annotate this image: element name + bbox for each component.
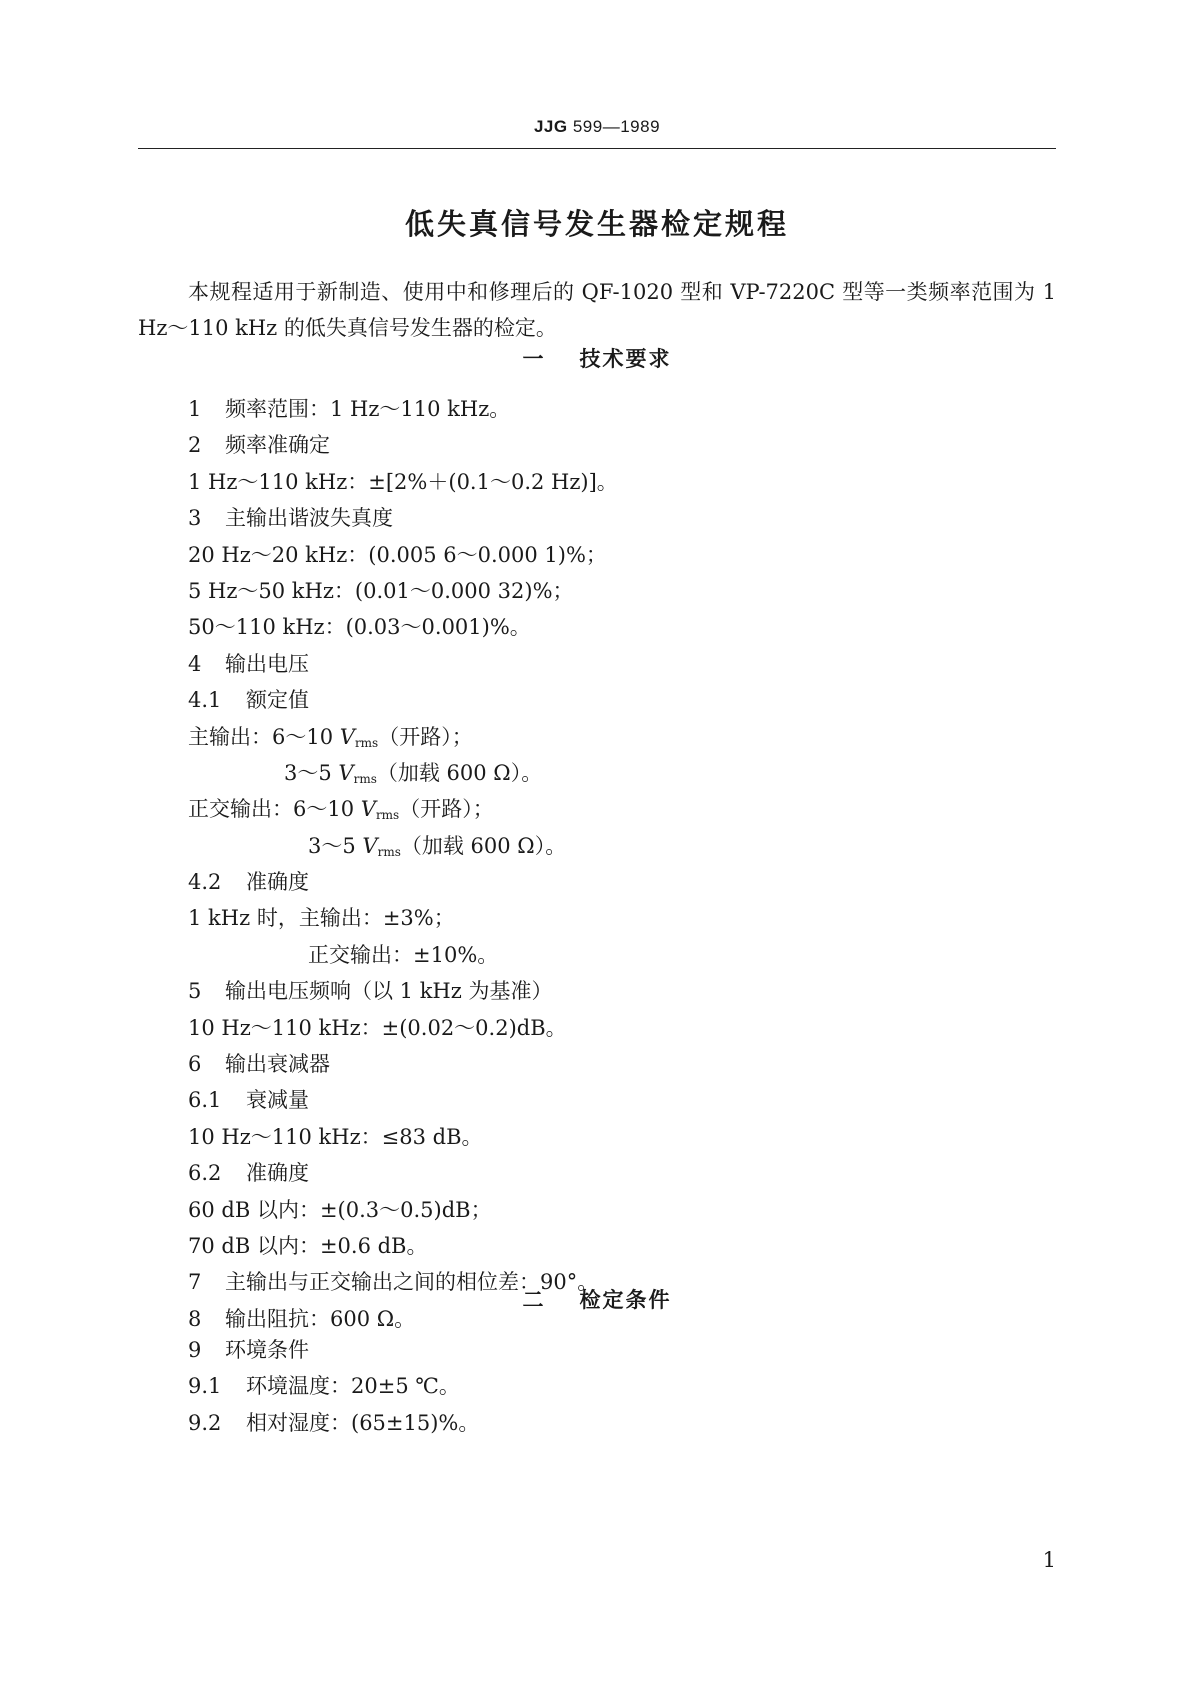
voltage-subscript: rms xyxy=(353,771,377,786)
clause-line xyxy=(188,1155,1056,1191)
clause-line xyxy=(188,864,1056,900)
clause-line xyxy=(188,1010,1056,1046)
clause-number: 6.1 xyxy=(188,1088,222,1113)
clause-text: 主输出与正交输出之间的相位差：90°。 xyxy=(225,1270,599,1295)
voltage-symbol: V xyxy=(362,833,378,858)
clause-text: 正交输出：6～10 xyxy=(188,797,361,822)
clause-text: （加载 600 Ω）。 xyxy=(376,760,543,785)
clause-text: 3～5 xyxy=(308,833,363,858)
section-number: 二 xyxy=(522,1288,546,1312)
clause-line xyxy=(188,1119,1056,1155)
clause-line xyxy=(188,391,1056,427)
standard-number: 599—1989 xyxy=(572,117,661,136)
clause-line xyxy=(188,1082,1056,1118)
clause-text: 输出衰减器 xyxy=(225,1052,330,1077)
clause-number: 9 xyxy=(188,1338,202,1362)
clause-number: 3 xyxy=(188,506,202,531)
page-number: 1 xyxy=(1042,1548,1056,1572)
section-heading-2 xyxy=(138,1284,1056,1314)
clause-text: 衰减量 xyxy=(246,1088,309,1113)
clause-number: 8 xyxy=(188,1306,202,1331)
clause-line xyxy=(188,1046,1056,1082)
section-2-body xyxy=(188,1332,1056,1441)
accuracy-main-line xyxy=(188,900,1056,936)
document-title: 低失真信号发生器检定规程 xyxy=(404,207,789,241)
clause-line xyxy=(188,537,1056,573)
voltage-ortho-line xyxy=(188,791,1056,827)
clause-line xyxy=(188,609,1056,645)
clause-text: 1 kHz 时，主输出：±3%； xyxy=(188,906,455,931)
clause-text: 70 dB 以内：±0.6 dB。 xyxy=(188,1233,428,1258)
clause-line xyxy=(188,464,1056,500)
standard-code: JJG xyxy=(533,117,568,136)
clause-text: 环境温度：20±5 ℃。 xyxy=(246,1374,460,1399)
running-header xyxy=(138,117,1056,137)
clause-text: 主输出谐波失真度 xyxy=(225,506,393,531)
voltage-subscript: rms xyxy=(354,735,379,750)
clause-text: 10 Hz～110 kHz：≤83 dB。 xyxy=(188,1124,483,1149)
clause-text: 正交输出：±10%。 xyxy=(308,942,499,967)
accuracy-ortho-line xyxy=(188,937,1056,973)
clause-line xyxy=(188,1192,1056,1228)
clause-text: 输出阻抗：600 Ω。 xyxy=(225,1306,416,1331)
header-rule xyxy=(138,148,1056,149)
clause-number: 6.2 xyxy=(188,1161,222,1186)
voltage-main-line xyxy=(188,719,1056,755)
section-number: 一 xyxy=(522,347,546,371)
clause-line xyxy=(188,500,1056,536)
intro-paragraph: 本规程适用于新制造、使用中和修理后的 QF-1020 型和 VP-7220C 型等一类频率范围为 1 Hz～110 kHz 的低失真信号发生器的检定。 xyxy=(138,280,1056,340)
section-heading-1 xyxy=(138,343,1056,373)
clause-text: 频率准确定 xyxy=(225,433,330,458)
clause-line xyxy=(188,973,1056,1009)
section-title: 技术要求 xyxy=(579,347,672,371)
section-title: 检定条件 xyxy=(579,1288,672,1312)
clause-text: （开路）； xyxy=(378,724,473,749)
clause-number: 1 xyxy=(188,397,202,421)
clause-text: （加载 600 Ω）。 xyxy=(400,833,567,858)
voltage-subscript: rms xyxy=(375,808,400,823)
clause-number: 9.2 xyxy=(188,1410,222,1435)
clause-line xyxy=(188,682,1056,718)
section-1-body xyxy=(188,391,1056,1337)
voltage-ortho-load-line xyxy=(188,828,1056,864)
voltage-symbol: V xyxy=(338,760,354,785)
clause-text: 60 dB 以内：±(0.3～0.5)dB； xyxy=(188,1197,492,1222)
voltage-subscript: rms xyxy=(377,844,401,859)
clause-text: 1 Hz～110 kHz：±[2%＋(0.1～0.2 Hz)]。 xyxy=(188,469,618,494)
voltage-main-load-line xyxy=(188,755,1056,791)
clause-number: 6 xyxy=(188,1052,202,1077)
clause-text: （开路）； xyxy=(399,797,494,822)
clause-text: 输出电压 xyxy=(225,651,309,676)
clause-line xyxy=(188,427,1056,463)
clause-number: 4 xyxy=(188,651,202,676)
clause-text: 准确度 xyxy=(246,1161,309,1186)
clause-line xyxy=(188,1405,1056,1441)
clause-text: 准确度 xyxy=(246,870,309,895)
clause-line xyxy=(188,573,1056,609)
clause-text: 相对湿度：(65±15)%。 xyxy=(246,1410,480,1435)
voltage-symbol: V xyxy=(339,724,355,749)
clause-number: 5 xyxy=(188,979,202,1004)
clause-text: 主输出：6～10 xyxy=(188,724,340,749)
clause-text: 输出电压频响（以 1 kHz 为基准） xyxy=(225,979,553,1004)
clause-text: 20 Hz～20 kHz：(0.005 6～0.000 1)%； xyxy=(188,542,607,567)
clause-text: 环境条件 xyxy=(225,1338,309,1362)
clause-number: 4.1 xyxy=(188,688,222,713)
clause-number: 9.1 xyxy=(188,1374,222,1399)
clause-text: 5 Hz～50 kHz：(0.01～0.000 32)%； xyxy=(188,578,574,603)
voltage-symbol: V xyxy=(360,797,376,822)
clause-line xyxy=(188,1368,1056,1404)
clause-text: 频率范围：1 Hz～110 kHz。 xyxy=(225,397,511,421)
clause-number: 7 xyxy=(188,1270,202,1295)
clause-line xyxy=(188,1332,1056,1368)
clause-number: 2 xyxy=(188,433,202,458)
clause-line xyxy=(188,1228,1056,1264)
clause-text: 额定值 xyxy=(246,688,309,713)
clause-number: 4.2 xyxy=(188,870,222,895)
clause-line xyxy=(188,646,1056,682)
clause-text: 3～5 xyxy=(284,760,339,785)
clause-text: 50～110 kHz：(0.03～0.001)%。 xyxy=(188,615,531,640)
clause-text: 10 Hz～110 kHz：±(0.02～0.2)dB。 xyxy=(188,1015,567,1040)
